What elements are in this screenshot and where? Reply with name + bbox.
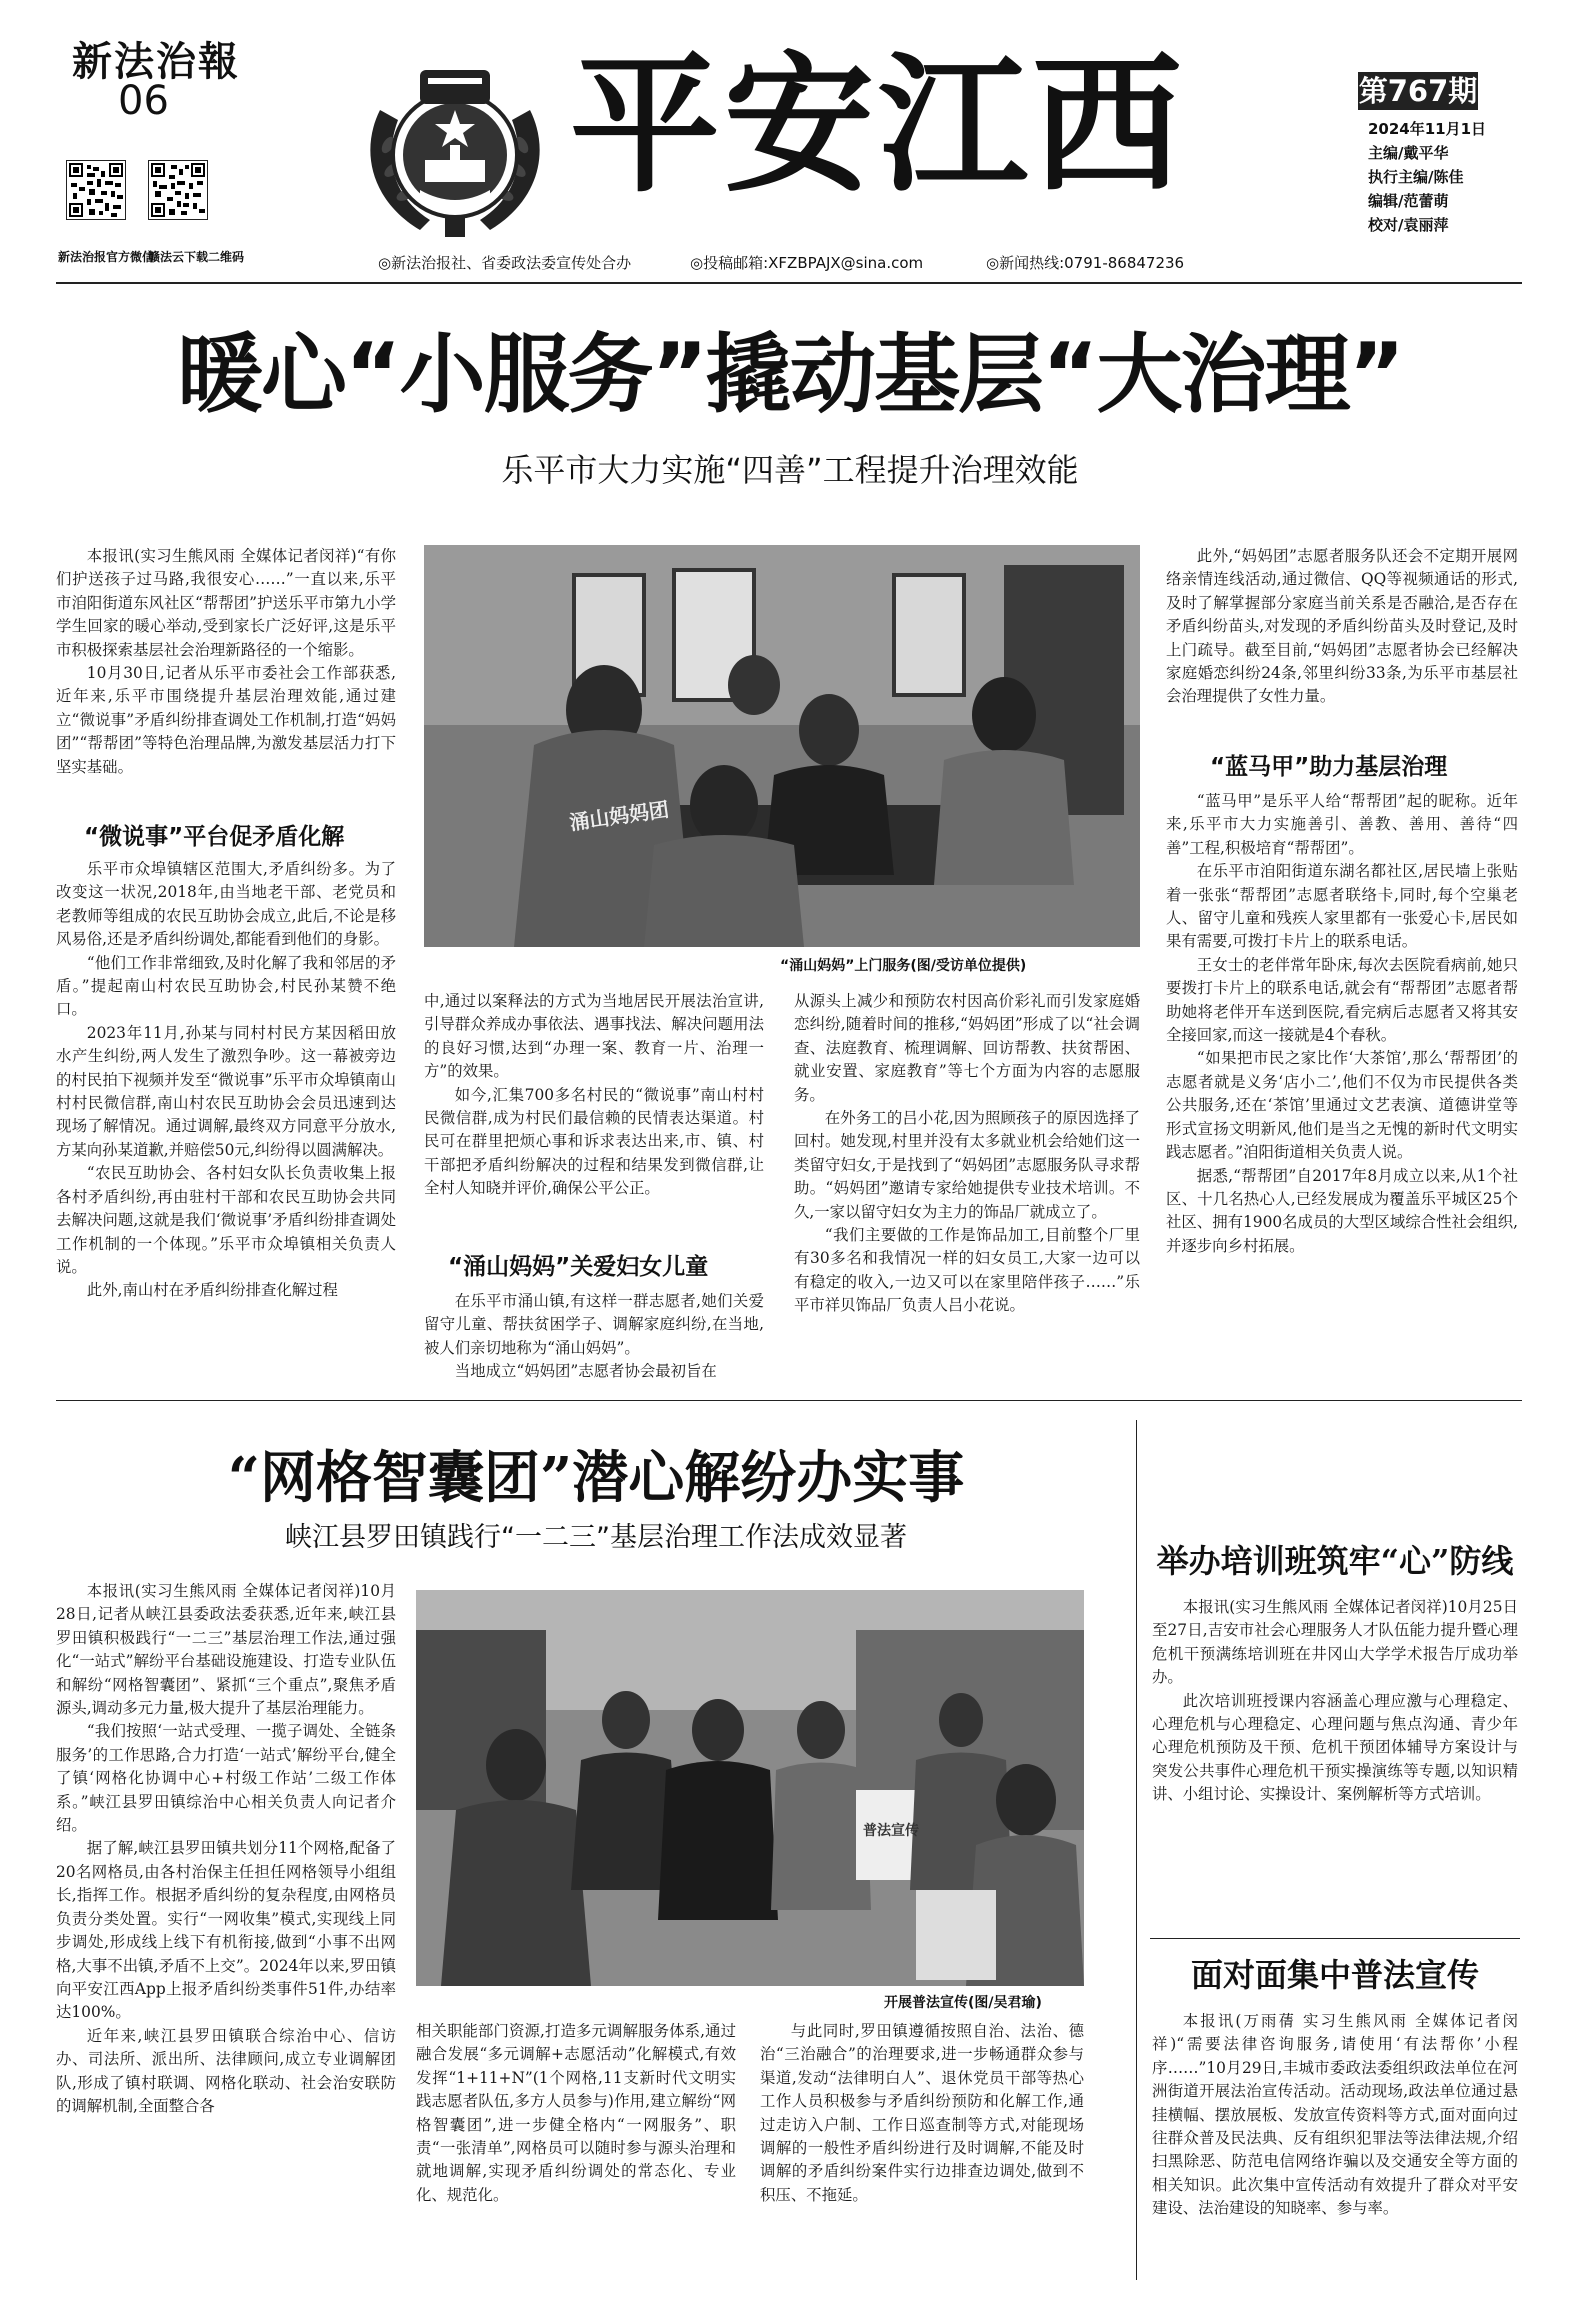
article1-para: 在乐平市涌山镇,有这样一群志愿者,她们关爱留守儿童、帮扶贫困学子、调解家庭纠纷,在当地,被人们亲切地称为“涌山妈妈”。 bbox=[424, 1292, 764, 1357]
article1-para: 中,通过以案释法的方式为当地居民开展法治宣讲,引导群众养成办事依法、遇事找法、解决问题用法的良好习惯,达到“办理一案、教育一片、治理一方”的效果。 bbox=[424, 992, 764, 1081]
article2-para: 本报讯(实习生熊风雨 全媒体记者闵祥)10月28日,记者从峡江县委政法委获悉,近年来,峡江县罗田镇积极践行“一二三”基层治理工作法,通过强化“一站式”解纷平台基础设施建设、打造专业队伍和解纷“网格智囊团”、紧抓“三个重点”,聚焦矛盾源头,调动多元力量,极大提升了基层治理能力。 bbox=[56, 1582, 396, 1718]
qr-label-app: 赣法云下载二维码 bbox=[148, 250, 245, 264]
article2-para: 与此同时,罗田镇遵循按照自治、法治、德治“三治融合”的治理要求,进一步畅通群众参与渠道,发动“法律明白人”、退休党员干部等热心工作人员积极参与矛盾纠纷预防和化解工作,通过走访入户制、工作日巡查制等方式,对能现场调解的一般性矛盾纠纷进行及时调解,不能及时调解的矛盾纠纷案件实行边排查边调处,做到不积压、不拖延。 bbox=[760, 2022, 1084, 2204]
article2-para: 相关职能部门资源,打造多元调解服务体系,通过融合发展“多元调解+志愿活动”化解模式,有效发挥“1+11+N”(1个网格,11支新时代文明实践志愿者队伍,多方人员参与)作用,建立解纷“网格智囊团”,进一步健全格内“一网服务”、职责“一张清单”,网格员可以随时参与源头治理和就地调解,实现矛盾纠纷调处的常态化、专业化、规范化。 bbox=[416, 2022, 736, 2204]
issue-badge: 第767期 bbox=[1358, 74, 1478, 108]
article2-para: 据了解,峡江县罗田镇共划分11个网格,配备了20名网格员,由各村治保主任担任网格领导小组组长,指挥工作。根据矛盾纠纷的复杂程度,由网格员负责分类处置。实行“一网收集”模式,实现线上同步调处,形成线上线下有机衔接,做到“小事不出网格,大事不出镇,矛盾不上交”。2024年以来,罗田镇向平安江西App上报矛盾纠纷类事件51件,办结率达100%。 bbox=[56, 1839, 396, 2022]
article2-photo-vest-text: 普法宣传 bbox=[863, 1823, 919, 1839]
police-emblem-icon bbox=[350, 50, 560, 246]
article1-photo bbox=[424, 545, 1140, 947]
article2-column2 bbox=[416, 2020, 736, 2280]
editor: 编辑/范蕾萌 bbox=[1368, 192, 1449, 210]
article3-para: 此次培训班授课内容涵盖心理应激与心理稳定、心理危机与心理稳定、心理问题与焦点沟通、青少年心理危机预防及干预、危机干预团体辅导方案设计与突发公共事件心理危机干预实操演练等专题,以知识精讲、小组讨论、实操设计、案例解析等方式培训。 bbox=[1152, 1691, 1518, 1804]
article1-subtitle-3: “蓝马甲”助力基层治理 bbox=[1210, 754, 1448, 780]
page-title: 平安江西 bbox=[570, 37, 1187, 213]
article2-column3 bbox=[760, 2020, 1084, 2280]
article1-column2 bbox=[424, 990, 764, 1252]
sidebar-divider bbox=[1136, 1420, 1137, 2280]
article1-para: “他们工作非常细致,及时化解了我和邻居的矛盾。”提起南山村农民互助协会,村民孙某赞不绝口。 bbox=[56, 953, 396, 1019]
article2-photo-caption: 开展普法宣传(图/吴君瑜) bbox=[884, 1995, 1042, 2011]
exec-editor: 执行主编/陈佳 bbox=[1368, 168, 1464, 186]
qr-code-wechat-icon bbox=[66, 160, 126, 220]
chief-editor: 主编/戴平华 bbox=[1368, 144, 1449, 162]
article1-para: 10月30日,记者从乐平市委社会工作部获悉,近年来,乐平市围绕提升基层治理效能,通过建立“微说事”矛盾纠纷排查调处工作机制,打造“妈妈团”“帮帮团”等特色治理品牌,为激发基层活力打下坚实基础。 bbox=[56, 664, 396, 776]
article1-para: “蓝马甲”是乐平人给“帮帮团”起的昵称。近年来,乐平市大力实施善引、善教、善用、善待“四善”工程,积极培育“帮帮团”。 bbox=[1166, 792, 1518, 857]
proofreader: 校对/袁丽萍 bbox=[1368, 216, 1449, 234]
article3-headline: 举办培训班筑牢“心”防线 bbox=[1156, 1542, 1514, 1580]
article1-column2b bbox=[424, 1290, 764, 1386]
article4-body bbox=[1152, 2010, 1518, 2285]
article2-headline: “网格智囊团”潜心解纷办实事 bbox=[227, 1445, 965, 1511]
qr-code-app-icon bbox=[148, 160, 208, 220]
article1-column1 bbox=[56, 545, 396, 812]
article1-column4 bbox=[1166, 545, 1518, 742]
article3-para: 本报讯(实习生熊风雨 全媒体记者闵祥)10月25日至27日,吉安市社会心理服务人才队伍能力提升暨心理危机干预满练培训班在井冈山大学学术报告厅成功举办。 bbox=[1152, 1598, 1518, 1687]
article1-para: 如今,汇集700多名村民的“微说事”南山村村民微信群,成为村民们最信赖的民情表达渠道。村民可在群里把烦心事和诉求表达出来,市、镇、村干部把矛盾纠纷解决的过程和结果发到微信群,让全村人知晓并评价,确保公平公正。 bbox=[424, 1085, 764, 1198]
article1-photo-caption: “涌山妈妈”上门服务(图/受访单位提供) bbox=[780, 958, 1027, 974]
article2-subhead: 峡江县罗田镇践行“一二三”基层治理工作法成效显著 bbox=[285, 1522, 907, 1553]
article2-photo bbox=[416, 1590, 1084, 1986]
news-hotline: ◎新闻热线:0791-86847236 bbox=[986, 254, 1185, 272]
article1-para: “如果把市民之家比作‘大茶馆’,那么‘帮帮团’的志愿者就是义务‘店小二’,他们不仅为市民提供各类公共服务,还在‘茶馆’里通过文艺表演、道德讲堂等形式宣扬文明新风,他们是当之无愧的新时代文明实践志愿者。”洎阳街道相关负责人说。 bbox=[1166, 1049, 1518, 1162]
article1-column1b bbox=[56, 858, 396, 1386]
issue-date: 2024年11月1日 bbox=[1368, 120, 1487, 138]
article1-para: 乐平市众埠镇辖区范围大,矛盾纠纷多。为了改变这一状况,2018年,由当地老干部、老党员和老教师等组成的农民互助协会成立,此后,不论是移风易俗,还是矛盾纠纷调处,都能看到他们的身影。 bbox=[56, 860, 396, 949]
article1-para: 此外,南山村在矛盾纠纷排查化解过程 bbox=[86, 1281, 338, 1300]
article4-headline: 面对面集中普法宣传 bbox=[1190, 1956, 1479, 1994]
article2-column1 bbox=[56, 1580, 396, 2280]
article2-para: 近年来,峡江县罗田镇联合综治中心、信访办、司法所、派出所、法律顾问,成立专业调解团队,形成了镇村联调、网格化联动、社会治安联防的调解机制,全面整合各 bbox=[56, 2026, 396, 2115]
article1-para: 此外,“妈妈团”志愿者服务队还会不定期开展网络亲情连线活动,通过微信、QQ等视频通话的形式,及时了解掌握部分家庭当前关系是否融洽,是否存在矛盾纠纷苗头,对发现的矛盾纠纷苗头及时登记,及时上门疏导。截至目前,“妈妈团”志愿者协会已经解决家庭婚恋纠纷24条,邻里纠纷33条,为乐平市基层社会治理提供了女性力量。 bbox=[1166, 547, 1518, 706]
article1-headline: 暖心“小服务”撬动基层“大治理” bbox=[176, 325, 1404, 425]
article1-column4b bbox=[1166, 790, 1518, 1386]
sponsors-line: ◎新法治报社、省委政法委宣传处合办 bbox=[378, 254, 632, 272]
article4-divider bbox=[1150, 1938, 1520, 1939]
article1-subhead: 乐平市大力实施“四善”工程提升治理效能 bbox=[501, 451, 1079, 489]
page-number: 06 bbox=[118, 78, 169, 124]
article1-para: 王女士的老伴常年卧床,每次去医院看病前,她只要拨打卡片上的联系电话,就会有“帮帮团”志愿者帮助她将老伴开车送到医院,看完病后志愿者又将其安全接回家,而这一接就是4个春秋。 bbox=[1166, 955, 1518, 1045]
section-divider bbox=[56, 1400, 1522, 1401]
article1-para: 从源头上减少和预防农村因高价彩礼而引发家庭婚恋纠纷,随着时间的推移,“妈妈团”形成了以“社会调查、法庭教育、梳理调解、回访帮教、扶贫帮困、就业安置、家庭教育”等七个方面为内容的志愿服务。 bbox=[794, 992, 1140, 1104]
article2-para: “我们按照‘一站式受理、一揽子调处、全链条服务’的工作思路,合力打造‘一站式’解纷平台,健全了镇‘网格化协调中心+村级工作站’二级工作体系。”峡江县罗田镇综治中心相关负责人向记者介绍。 bbox=[56, 1722, 396, 1835]
submission-email: ◎投稿邮箱:XFZBPAJX@sina.com bbox=[690, 254, 924, 272]
paper-name: 新法治報 bbox=[72, 38, 240, 85]
article3-body bbox=[1152, 1596, 1518, 1926]
article1-photo-vest-text: 涌山妈妈团 bbox=[568, 797, 671, 835]
article1-para: 据悉,“帮帮团”自2017年8月成立以来,从1个社区、十几名热心人,已经发展成为覆盖乐平城区25个社区、拥有1900名成员的大型区域综合性社会组织,并逐步向乡村拓展。 bbox=[1166, 1166, 1518, 1255]
article1-para: “我们主要做的工作是饰品加工,目前整个厂里有30多名和我情况一样的妇女员工,大家一边可以有稳定的收入,一边又可以在家里陪伴孩子……”乐平市祥贝饰品厂负责人吕小花说。 bbox=[794, 1226, 1140, 1315]
article1-column3 bbox=[794, 990, 1140, 1386]
article4-para: 本报讯(万雨蒨 实习生熊风雨 全媒体记者闵祥)“需要法律咨询服务,请使用‘有法帮你’小程序……”10月29日,丰城市委政法委组织政法单位在河洲街道开展法治宣传活动。活动现场,政法单位通过悬挂横幅、摆放展板、发放宣传资料等方式,面对面向过往群众普及民法典、反有组织犯罪法等法律法规,介绍扫黑除恶、防范电信网络诈骗以及交通安全等方面的相关知识。此次集中宣传活动有效提升了群众对平安建设、法治建设的知晓率、参与率。 bbox=[1152, 2012, 1518, 2218]
article1-subtitle-1: “微说事”平台促矛盾化解 bbox=[84, 824, 345, 850]
article1-para: 当地成立“妈妈团”志愿者协会最初旨在 bbox=[454, 1362, 717, 1381]
article1-subtitle-2: “涌山妈妈”关爱妇女儿童 bbox=[448, 1254, 709, 1280]
article1-para: 本报讯(实习生熊风雨 全媒体记者闵祥)“有你们护送孩子过马路,我很安心……”一直以来,乐平市洎阳街道东风社区“帮帮团”护送乐平市第九小学学生回家的暖心举动,受到家长广泛好评,这是乐平市积极探索基层社会治理新路径的一个缩影。 bbox=[56, 547, 396, 659]
article1-para: 2023年11月,孙某与同村村民方某因稻田放水产生纠纷,两人发生了激烈争吵。这一幕被旁边的村民拍下视频并发至“微说事”乐平市众埠镇南山村村民微信群,南山村农民互助协会会员迅速到达现场了解情况。通过调解,最终双方同意平分放水,方某向孙某道歉,并赔偿50元,纠纷得以圆满解决。 bbox=[56, 1023, 396, 1159]
article1-para: 在乐平市洎阳街道东湖名都社区,居民墙上张贴着一张张“帮帮团”志愿者联络卡,同时,每个空巢老人、留守儿童和残疾人家里都有一张爱心卡,居民如果有需要,可拨打卡片上的联系电话。 bbox=[1166, 862, 1518, 951]
masthead-divider bbox=[56, 282, 1522, 284]
article1-para: 在外务工的吕小花,因为照顾孩子的原因选择了回村。她发现,村里并没有太多就业机会给她们这一类留守妇女,于是找到了“妈妈团”志愿服务队寻求帮助。“妈妈团”邀请专家给她提供专业技术培训。不久,一家以留守妇女为主力的饰品厂就成立了。 bbox=[794, 1109, 1140, 1221]
qr-label-wechat: 新法治报官方微信 bbox=[58, 250, 155, 264]
article1-para: “农民互助协会、各村妇女队长负责收集上报各村矛盾纠纷,再由驻村干部和农民互助协会共同去解决问题,这就是我们‘微说事’矛盾纠纷排查调处工作机制的一个体现。”乐平市众埠镇相关负责人说。 bbox=[56, 1164, 396, 1276]
